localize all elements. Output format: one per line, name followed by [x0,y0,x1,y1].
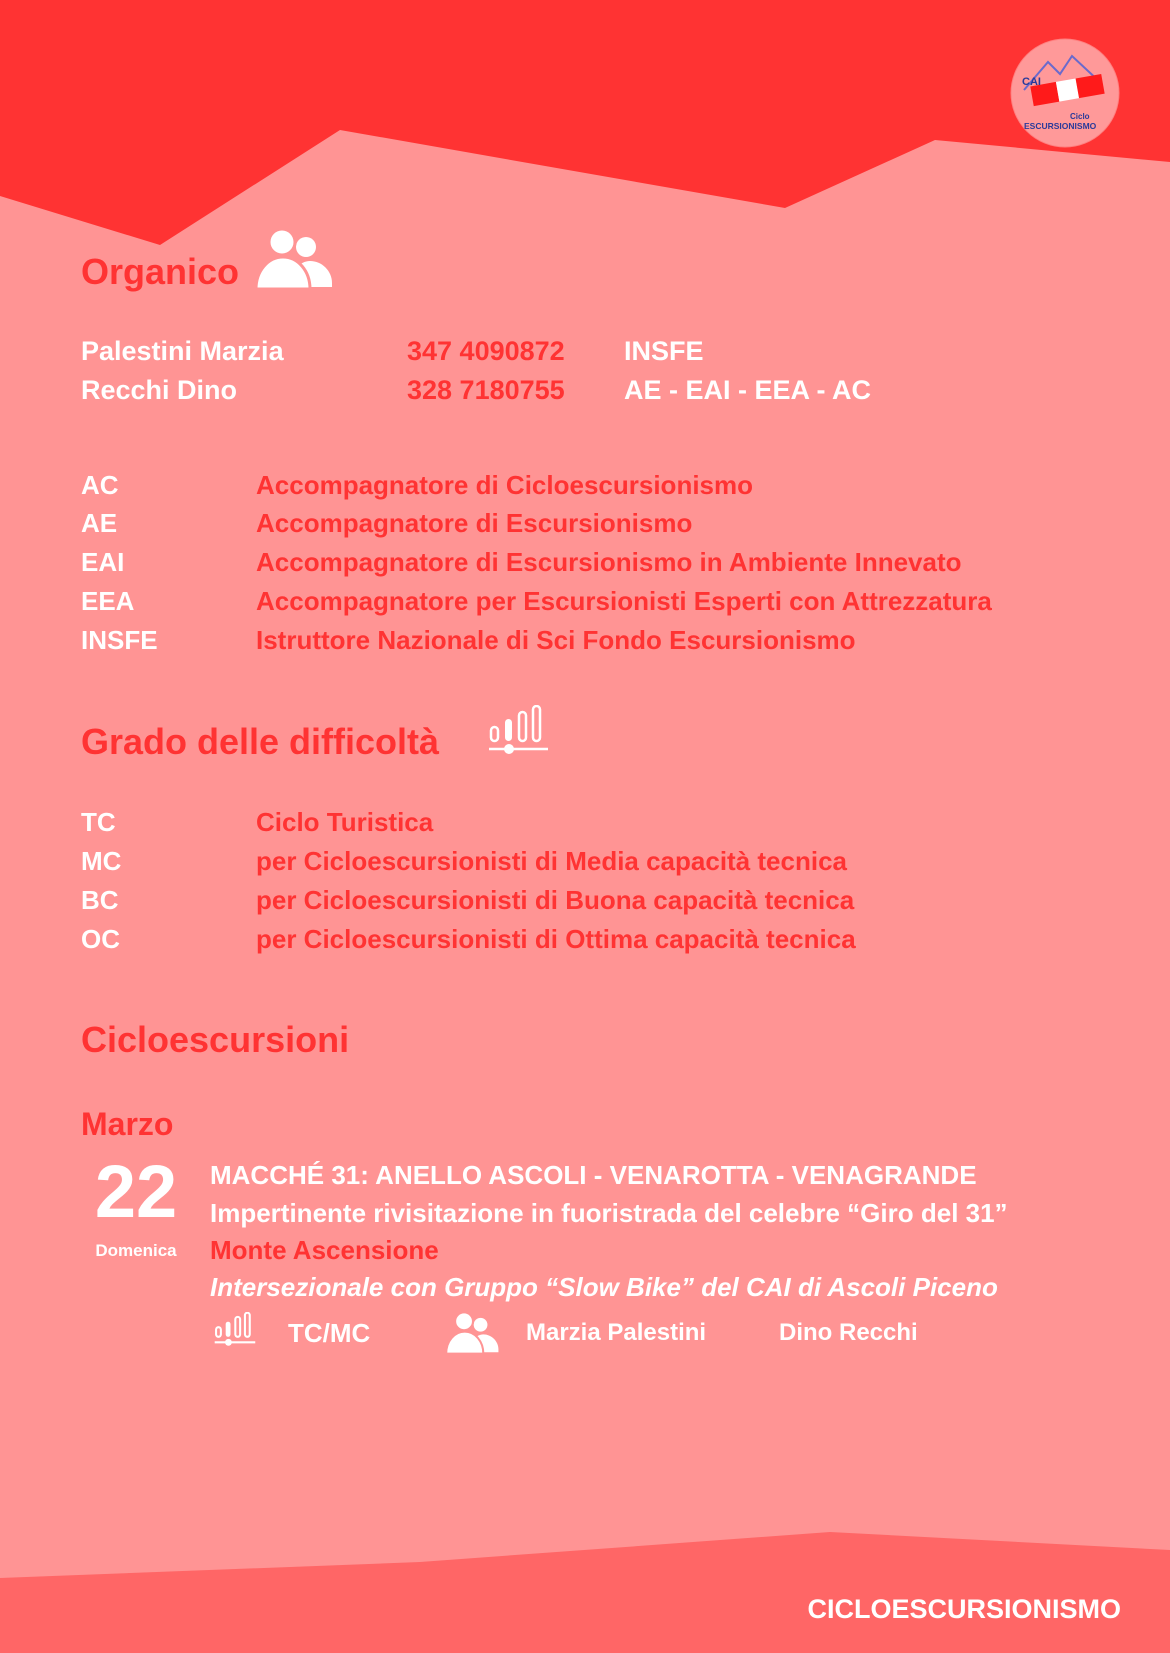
cai-cicloescursionismo-logo [1010,38,1120,148]
staff-name: Recchi Dino [81,375,238,405]
event-leader: Dino Recchi [779,1319,918,1346]
footer-band [0,1520,1170,1653]
difficulty-description: per Cicloescursionisti di Buona capacità tecnica [256,885,855,915]
header-red-band [0,0,1170,260]
abbreviation: AE [81,508,118,538]
difficulty-bars-icon [214,1312,258,1352]
abbreviation-description: Accompagnatore di Escursionismo [256,508,693,538]
difficulty-description: Ciclo Turistica [256,807,434,837]
svg-text:CAI: CAI [1022,76,1041,88]
staff-qualification: AE - EAI - EEA - AC [624,375,872,405]
event-location: Monte Ascensione [210,1235,439,1265]
people-icon [256,227,334,291]
event-title: MACCHÉ 31: ANELLO ASCOLI - VENAROTTA - VENAGRANDE [210,1160,977,1190]
abbreviation: EEA [81,586,135,616]
difficulty-code: OC [81,924,120,954]
difficulty-description: per Cicloescursionisti di Ottima capacità tecnica [256,924,856,954]
section-title-organico: Organico [81,251,240,292]
month-label: Marzo [81,1106,174,1142]
event-day: 22 [94,1150,178,1233]
footer-label: CICLOESCURSIONISMO [807,1594,1121,1624]
abbreviation: EAI [81,547,125,577]
abbreviation: INSFE [81,625,158,655]
svg-text:Ciclo: Ciclo [1070,112,1090,121]
staff-qualification: INSFE [624,336,704,366]
people-icon [446,1311,500,1355]
svg-text:ESCURSIONISMO: ESCURSIONISMO [1024,121,1097,131]
section-title-excursions: Cicloescursioni [81,1019,350,1060]
abbreviation-description: Istruttore Nazionale di Sci Fondo Escursionismo [256,625,856,655]
event-weekday: Domenica [95,1241,177,1260]
section-title-difficulty: Grado delle difficoltà [81,721,440,762]
difficulty-bars-icon [488,705,552,763]
abbreviation-description: Accompagnatore di Cicloescursionismo [256,470,754,500]
difficulty-code: BC [81,885,119,915]
event-leader: Marzia Palestini [526,1319,707,1346]
difficulty-code: MC [81,846,122,876]
staff-phone: 347 4090872 [407,336,565,366]
abbreviation: AC [81,470,119,500]
difficulty-code: TC [81,807,116,837]
staff-phone: 328 7180755 [407,375,565,405]
event-difficulty: TC/MC [288,1318,371,1348]
event-note: Intersezionale con Gruppo “Slow Bike” del CAI di Ascoli Piceno [210,1272,998,1302]
difficulty-description: per Cicloescursionisti di Media capacità tecnica [256,846,847,876]
abbreviation-description: Accompagnatore di Escursionismo in Ambiente Innevato [256,547,962,577]
event-description: Impertinente rivisitazione in fuoristrada del celebre “Giro del 31” [210,1198,1008,1228]
staff-name: Palestini Marzia [81,336,284,366]
abbreviation-description: Accompagnatore per Escursionisti Esperti con Attrezzatura [256,586,992,616]
